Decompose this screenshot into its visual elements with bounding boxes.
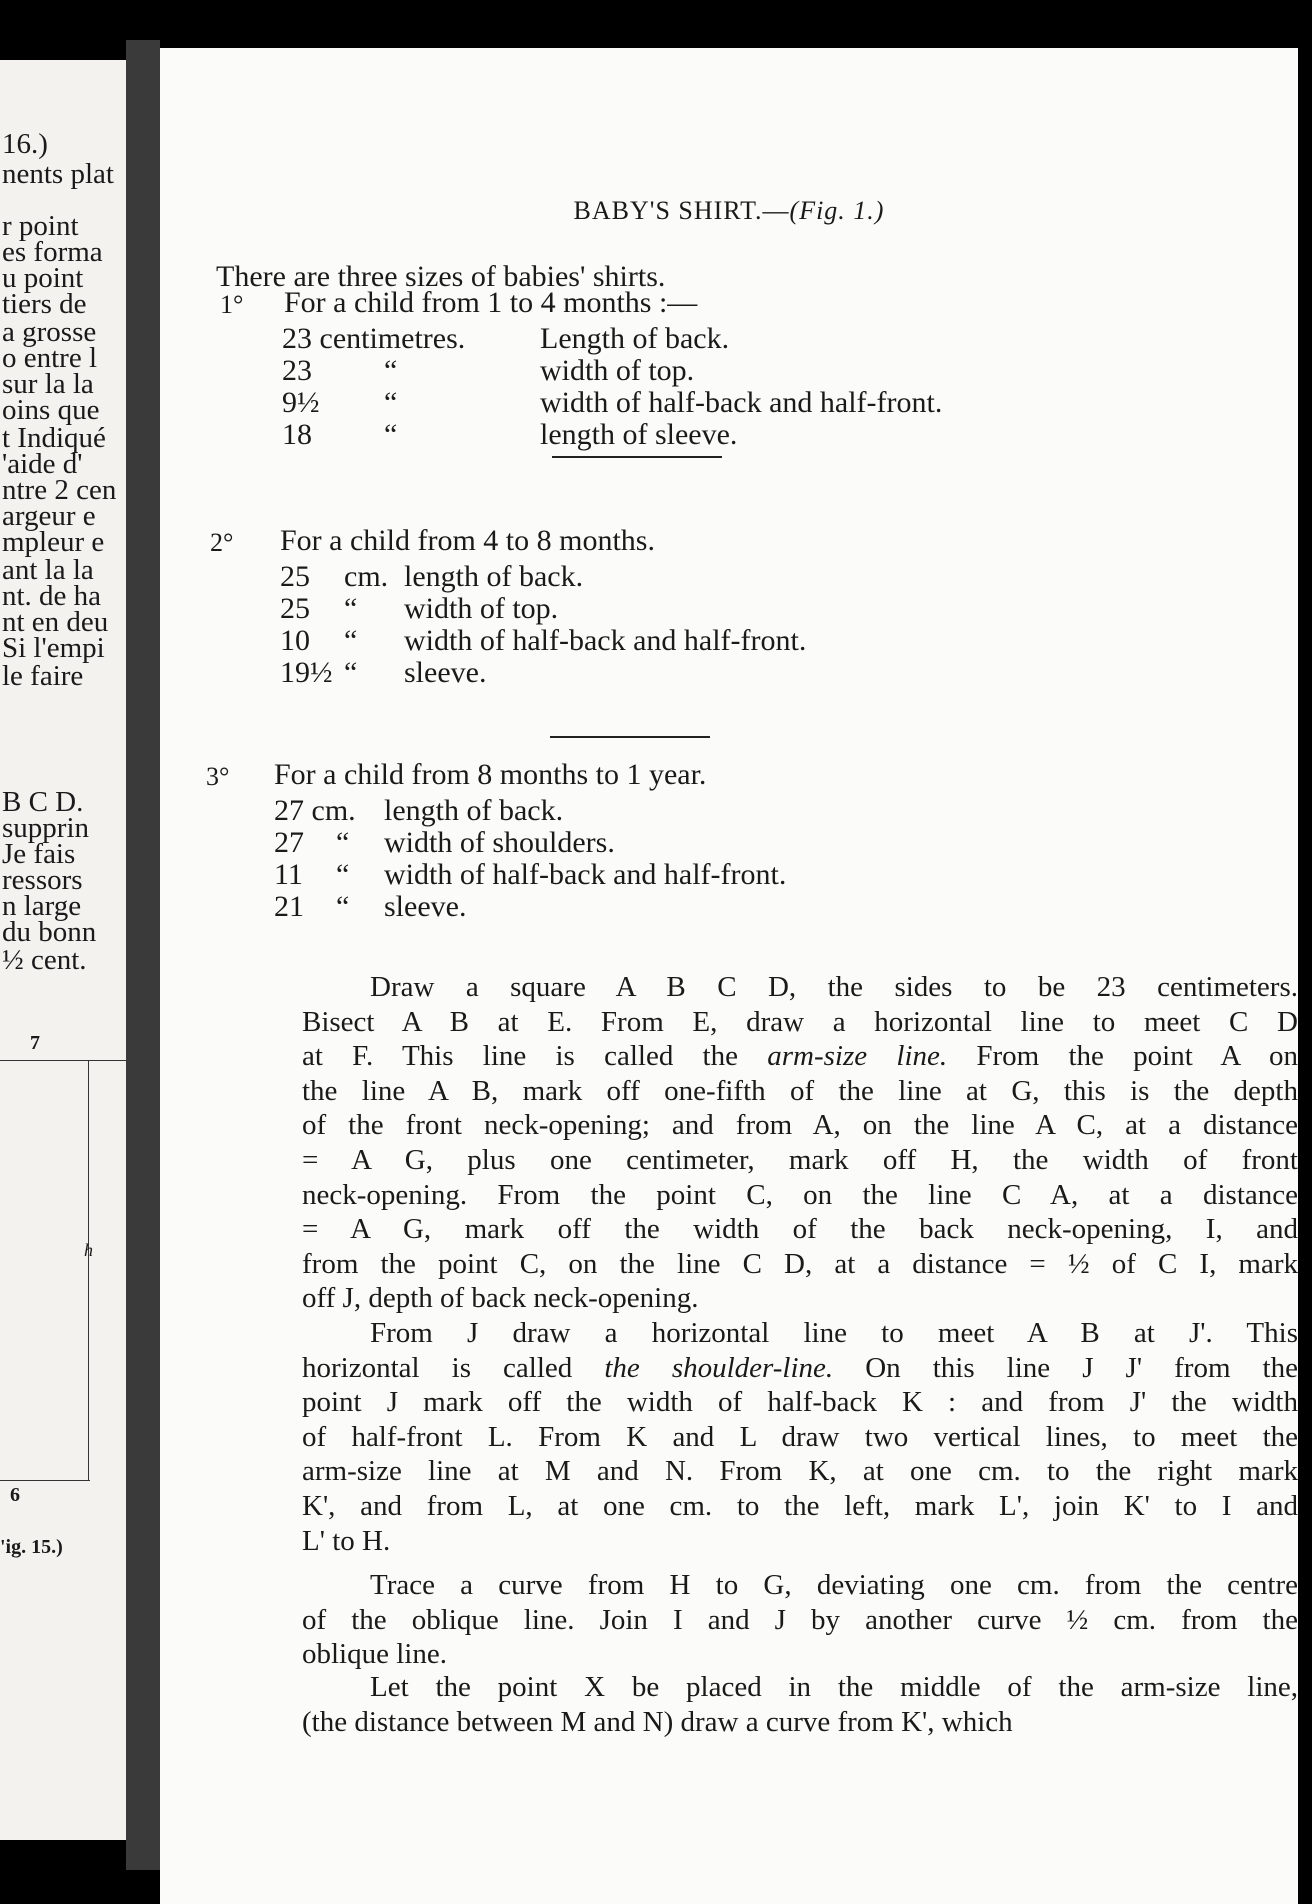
paragraph-line: Bisect A B at E. From E, draw a horizontal line to meet C D: [302, 1005, 1298, 1038]
paragraph-line: From J draw a horizontal line to meet A B at J'. This: [370, 1317, 1298, 1349]
paragraph-line: Let the point X be placed in the middle of the arm-size line,: [370, 1671, 1298, 1703]
paragraph-line: off J, depth of back neck-opening.: [302, 1282, 699, 1315]
size-ditto: “: [344, 624, 358, 657]
paragraph-line: point J mark off the width of half-back K : and from J' the width: [302, 1386, 1298, 1419]
size-value: 25: [280, 560, 310, 593]
left-page-line: t Indiqué: [2, 422, 106, 454]
size-number: 2°: [210, 528, 234, 557]
size-ditto: “: [336, 826, 350, 859]
size-description: sleeve.: [404, 656, 487, 689]
size-value: 18: [282, 418, 312, 451]
left-page-line: nents plat: [2, 158, 114, 190]
size-description: Length of back.: [540, 322, 730, 355]
size-value: 23 centimetres.: [282, 322, 466, 355]
size-heading: For a child from 4 to 8 months.: [280, 524, 655, 557]
left-page-line: supprin: [2, 812, 89, 844]
paragraph-line: K', and from L, at one cm. to the left, mark L', join K' to I and: [302, 1489, 1298, 1522]
figure-letter: h: [84, 1240, 93, 1260]
paragraph-line: from the point C, on the line C D, at a distance = ½ of C I, mark: [302, 1247, 1298, 1280]
size-description: width of top.: [540, 354, 695, 387]
section-divider: [550, 736, 710, 738]
left-page-line: ½ cent.: [2, 944, 87, 976]
paragraph: [302, 1568, 1298, 1672]
size-description: length of back.: [384, 794, 564, 827]
size-value: 9½: [282, 386, 320, 419]
paragraph-line: of the front neck-opening; and from A, on the line A C, at a distance: [302, 1109, 1298, 1142]
paragraph-line: of the oblique line. Join I and J by another curve ½ cm. from the: [302, 1603, 1298, 1636]
size-ditto: “: [344, 592, 358, 625]
size-value: 25: [280, 592, 310, 625]
left-page-line: nt en deu: [2, 606, 109, 638]
left-page-line: ntre 2 cen: [2, 474, 117, 506]
size-value: 23: [282, 354, 312, 387]
size-number: 1°: [220, 290, 244, 319]
left-page-line: Je fais: [2, 838, 76, 870]
left-page-line: nt. de ha: [2, 580, 102, 612]
book-spine: [126, 40, 160, 1870]
figure-line: [0, 1060, 140, 1061]
left-page-line: u point: [2, 262, 84, 294]
left-page-line: o entre l: [2, 342, 98, 374]
left-page-line: n large: [2, 890, 82, 922]
size-heading: For a child from 8 months to 1 year.: [274, 758, 707, 791]
paragraph-line: = A G, plus one centimeter, mark off H, the width of front: [302, 1143, 1298, 1176]
size-value: 10: [280, 624, 310, 657]
left-page-line: du bonn: [2, 916, 97, 948]
size-value: 11: [274, 858, 303, 891]
size-value: 21: [274, 890, 304, 923]
figure-line: [88, 1060, 89, 1480]
paragraph-line: = A G, mark off the width of the back neck-opening, I, and: [302, 1213, 1298, 1246]
left-page-line: ressors: [2, 864, 83, 896]
size-description: length of back.: [404, 560, 584, 593]
size-description: sleeve.: [384, 890, 467, 923]
paragraph-line: the line A B, mark off one-fifth of the line at G, this is the depth: [302, 1074, 1298, 1107]
left-page-line: es forma: [2, 236, 103, 268]
size-value: 27: [274, 826, 304, 859]
paragraph: [302, 970, 1298, 1316]
size-description: width of shoulders.: [384, 826, 615, 859]
size-heading: For a child from 1 to 4 months :—: [284, 286, 698, 319]
left-page-line: 'aide d': [2, 448, 83, 480]
size-ditto: “: [336, 890, 350, 923]
left-page-line: tiers de: [2, 288, 87, 320]
left-page-line: mpleur e: [2, 526, 105, 558]
emphasis-term: arm-size line.: [767, 1040, 948, 1073]
size-ditto: “: [336, 858, 350, 891]
size-description: width of half-back and half-front.: [404, 624, 807, 657]
section-divider: [552, 456, 722, 458]
figure-number: 7: [30, 1032, 40, 1054]
paragraph-line: horizontal is called the shoulder-line. On this line J J' from the: [302, 1351, 1298, 1384]
size-ditto: “: [384, 386, 398, 419]
size-ditto: “: [384, 418, 398, 451]
size-description: width of half-back and half-front.: [384, 858, 787, 891]
left-page-fragment: [0, 60, 140, 1840]
figure-caption: 'ig. 15.): [0, 1536, 63, 1558]
size-ditto: “: [384, 354, 398, 387]
size-description: width of top.: [404, 592, 559, 625]
paragraph-line: at F. This line is called the arm-size line. From the point A on: [302, 1040, 1298, 1073]
page-title: BABY'S SHIRT.—(Fig. 1.): [573, 196, 885, 225]
paragraph-line: (the distance between M and N) draw a curve from K', which: [302, 1705, 1013, 1738]
size-description: width of half-back and half-front.: [540, 386, 943, 419]
left-page-line: r point: [2, 210, 79, 242]
paragraph-line: arm-size line at M and N. From K, at one cm. to the right mark: [302, 1455, 1298, 1488]
paragraph-line: of half-front L. From K and L draw two vertical lines, to meet the: [302, 1420, 1298, 1453]
paragraph: [302, 1316, 1298, 1558]
left-page-line: ant la la: [2, 554, 94, 586]
figure-number: 6: [10, 1484, 20, 1506]
left-page-line: oins que: [2, 394, 100, 426]
left-page-line: a grosse: [2, 316, 97, 348]
left-page-line: 16.): [2, 128, 48, 160]
size-ditto: cm.: [344, 560, 389, 593]
left-page-line: le faire: [2, 660, 84, 692]
size-description: length of sleeve.: [540, 418, 738, 451]
paragraph-line: Trace a curve from H to G, deviating one cm. from the centre: [370, 1569, 1298, 1601]
paragraph-line: oblique line.: [302, 1638, 447, 1671]
emphasis-term: the shoulder-line.: [604, 1351, 834, 1384]
paragraph-line: Draw a square A B C D, the sides to be 23 centimeters.: [370, 971, 1298, 1003]
size-value: 19½: [280, 656, 333, 689]
left-page-line: argeur e: [2, 500, 96, 532]
paragraph-line: neck-opening. From the point C, on the line C A, at a distance: [302, 1178, 1298, 1211]
left-page-line: B C D.: [2, 786, 84, 818]
figure-line: [0, 1480, 90, 1481]
left-page-line: Si l'empi: [2, 632, 105, 664]
size-value: 27 cm.: [274, 794, 356, 827]
size-number: 3°: [206, 762, 230, 791]
paragraph: [302, 1670, 1298, 1739]
left-page-line: sur la la: [2, 368, 94, 400]
right-page: [160, 48, 1298, 1904]
size-ditto: “: [344, 656, 358, 689]
intro-text: There are three sizes of babies' shirts.: [216, 260, 666, 293]
paragraph-line: L' to H.: [302, 1524, 391, 1557]
